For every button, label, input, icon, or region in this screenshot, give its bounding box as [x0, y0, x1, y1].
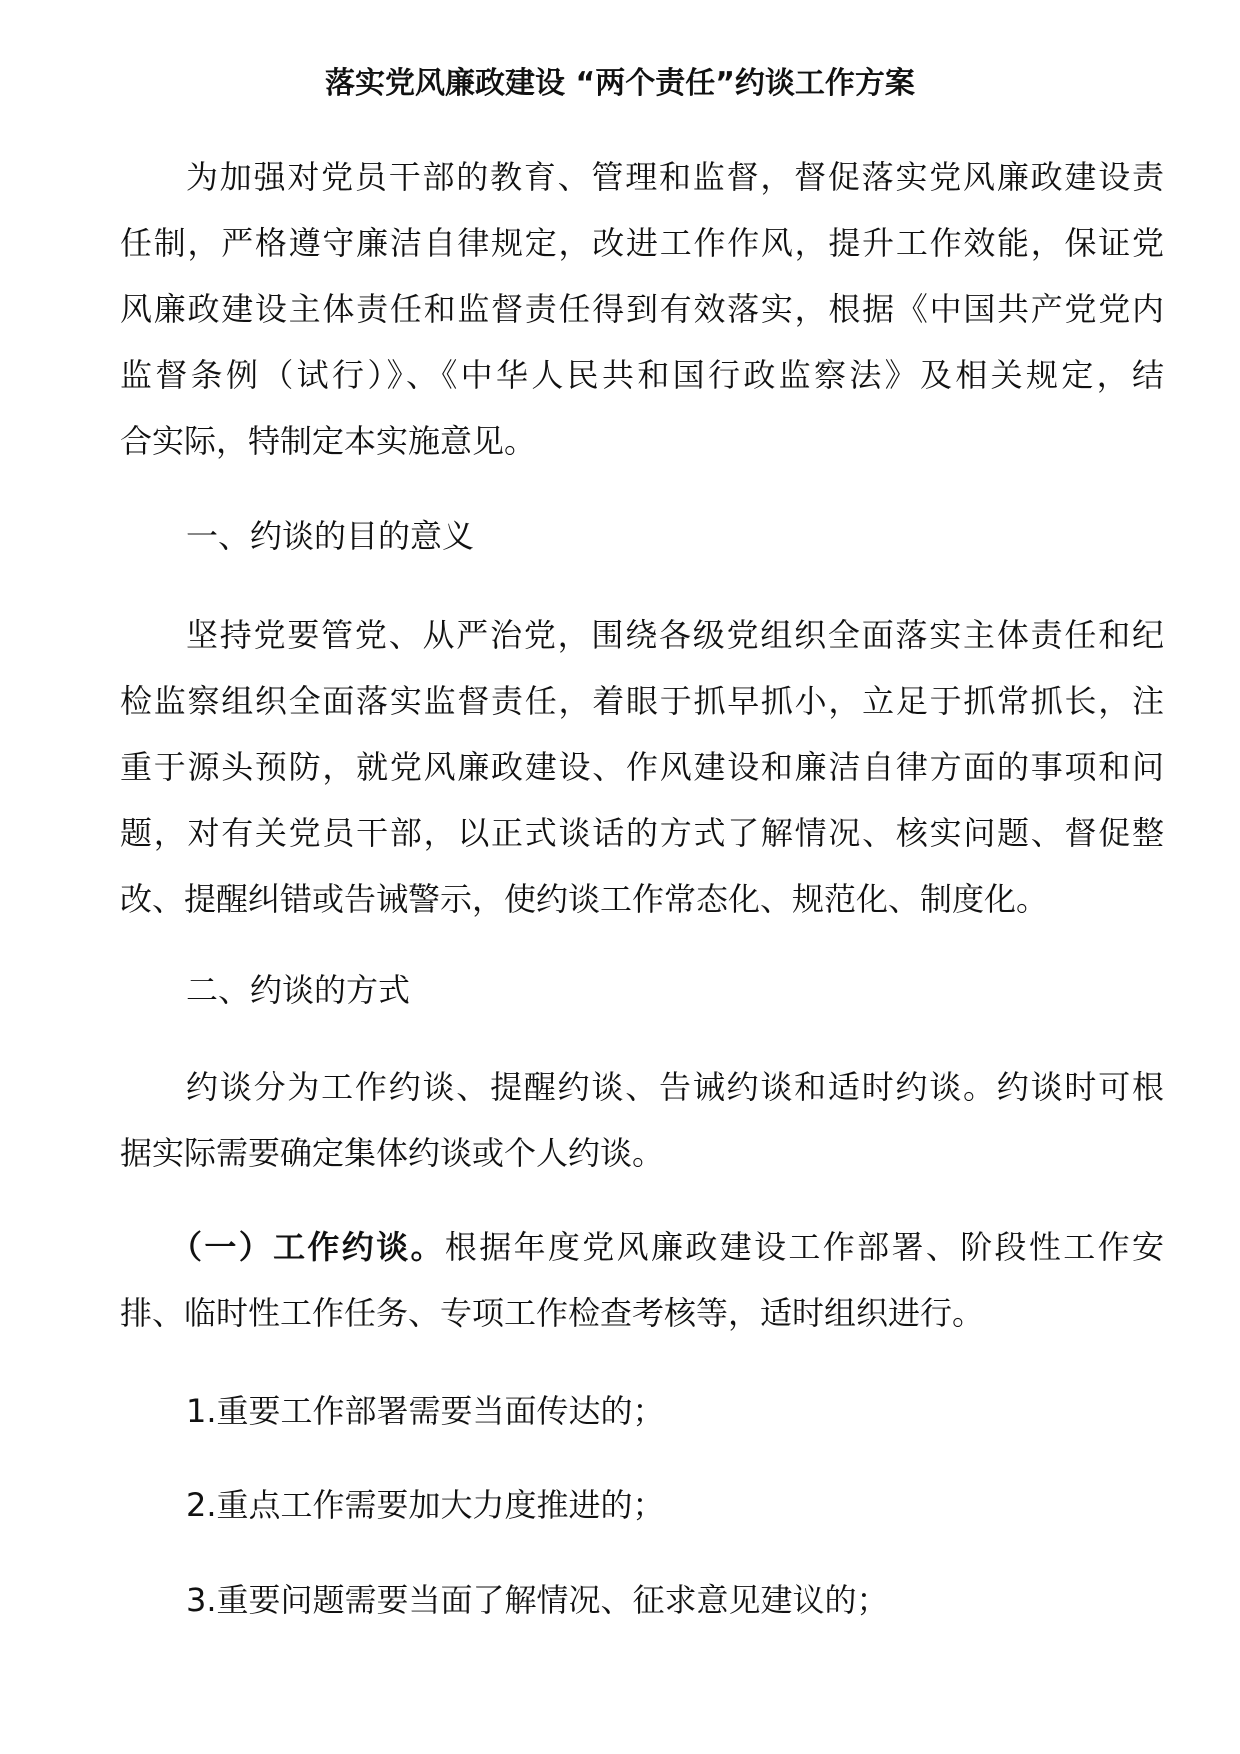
text-line: 任制，严格遵守廉洁自律规定，改进工作作风，提升工作效能，保证党 [120, 224, 1164, 262]
text-line: 合实际，特制定本实施意见。 [120, 422, 537, 460]
text-line: 检监察组织全面落实监督责任，着眼于抓早抓小，立足于抓常抓长，注 [120, 682, 1164, 720]
list-item-text: 2.重点工作需要加大力度推进的； [186, 1486, 665, 1524]
text-line: 风廉政建设主体责任和监督责任得到有效落实，根据《中国共产党党内 [120, 290, 1164, 328]
text-line: 约谈分为工作约谈、提醒约谈、告诫约谈和适时约谈。约谈时可根 [186, 1068, 1164, 1106]
list-item-text: 3.重要问题需要当面了解情况、征求意见建议的； [186, 1581, 889, 1619]
methods-paragraph [120, 1054, 1164, 1186]
heading-text: 二、约谈的方式 [186, 971, 411, 1009]
list-item [120, 1567, 1164, 1633]
document-title: 落实党风廉政建设 “两个责任”约谈工作方案 [325, 66, 915, 101]
text-span: 根据年度党风廉政建设工作部署、阶段性工作安 [444, 1228, 1164, 1266]
intro-paragraph [120, 144, 1164, 474]
text-line: 据实际需要确定集体约谈或个人约谈。 [120, 1134, 665, 1172]
text-line: 改、提醒纠错或告诫警示，使约谈工作常态化、规范化、制度化。 [120, 880, 1049, 918]
purpose-paragraph [120, 602, 1164, 932]
text-line: 监督条例（试行）》、《中华人民共和国行政监察法》及相关规定，结 [120, 356, 1164, 394]
text-line [120, 1214, 1164, 1280]
heading-text: 一、约谈的目的意义 [186, 517, 475, 555]
list-item [120, 1378, 1164, 1444]
text-line: 为加强对党员干部的教育、管理和监督，督促落实党风廉政建设责 [186, 158, 1164, 196]
section-heading-1 [120, 503, 1164, 569]
text-line: 坚持党要管党、从严治党，围绕各级党组织全面落实主体责任和纪 [186, 616, 1164, 654]
section-heading-2 [120, 957, 1164, 1023]
list-item [120, 1472, 1164, 1538]
subheading-bold: （一）工作约谈。 [170, 1228, 445, 1266]
text-line: 重于源头预防，就党风廉政建设、作风建设和廉洁自律方面的事项和问 [120, 748, 1164, 786]
text-line: 排、临时性工作任务、专项工作检查考核等，适时组织进行。 [120, 1294, 985, 1332]
list-item-text: 1.重要工作部署需要当面传达的； [186, 1392, 665, 1430]
text-line: 题，对有关党员干部，以正式谈话的方式了解情况、核实问题、督促整 [120, 814, 1164, 852]
work-interview-paragraph [120, 1214, 1164, 1346]
